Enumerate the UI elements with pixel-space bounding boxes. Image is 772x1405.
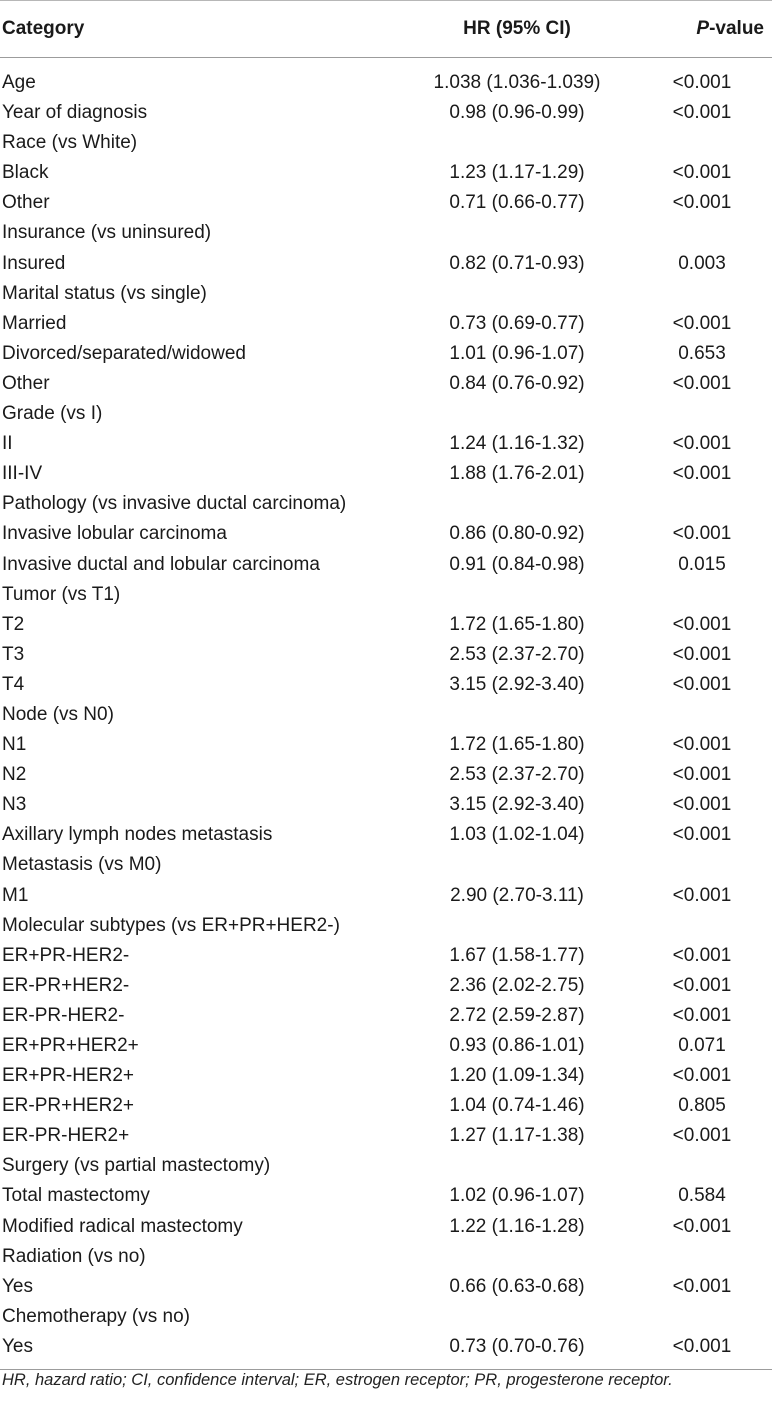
row-p-value: <0.001 [672,192,732,214]
table-row [0,1181,772,1211]
row-hr: 0.82 (0.71-0.93) [449,252,585,274]
table-row [0,580,772,610]
row-category: Marital status (vs single) [2,282,207,304]
row-p-value: <0.001 [672,944,732,966]
row-p-value: <0.001 [672,523,732,545]
row-category: Insurance (vs uninsured) [2,222,212,244]
row-category: Insured [2,252,66,274]
row-category: Node (vs N0) [2,703,114,725]
row-hr: 1.22 (1.16-1.28) [449,1215,585,1237]
header-category: Category [2,18,85,39]
row-p-value: 0.071 [678,1035,726,1056]
row-p-value: <0.001 [672,824,732,846]
row-category: III-IV [2,463,43,485]
row-hr: 3.15 (2.92-3.40) [449,794,585,816]
row-p-value: <0.001 [672,1275,732,1297]
row-category: Married [2,312,67,334]
row-category: Other [2,372,50,394]
table-row [0,610,772,640]
row-hr: 0.98 (0.96-0.99) [449,102,585,124]
row-p-value: <0.001 [672,673,732,695]
table-row [0,760,772,790]
row-category: ER-PR-HER2- [2,1004,125,1026]
row-p-value: <0.001 [672,72,732,93]
row-category: ER+PR-HER2- [2,944,130,966]
row-p-value: <0.001 [672,102,732,124]
table-row [0,339,772,369]
row-hr: 0.84 (0.76-0.92) [449,372,585,394]
row-category: Pathology (vs invasive ductal carcinoma) [2,493,347,515]
row-p-value: <0.001 [672,613,732,635]
row-category: ER-PR+HER2+ [2,1095,134,1117]
row-p-value: <0.001 [672,1125,732,1147]
row-p-value: 0.653 [678,342,726,364]
table-row [0,489,772,519]
table-row [0,188,772,218]
row-hr: 1.67 (1.58-1.77) [449,944,585,966]
header-p-italic: P [696,18,710,39]
row-hr: 3.15 (2.92-3.40) [449,673,585,695]
table-row [0,1272,772,1302]
table-row [0,881,772,911]
table-row [0,249,772,279]
table-row [0,730,772,760]
row-hr: 1.03 (1.02-1.04) [449,824,585,846]
header-rule [0,57,772,58]
row-category: ER+PR-HER2+ [2,1065,134,1087]
row-category: Age [2,72,36,93]
table-header [0,14,772,44]
row-category: N1 [2,734,27,756]
row-hr: 1.02 (0.96-1.07) [449,1185,585,1207]
row-p-value: 0.805 [678,1095,726,1117]
row-hr: 1.01 (0.96-1.07) [449,342,585,364]
row-category: II [2,433,13,455]
table-row [0,1001,772,1031]
row-category: Yes [2,1275,33,1297]
row-hr: 1.72 (1.65-1.80) [449,613,585,635]
row-category: ER+PR+HER2+ [2,1035,139,1056]
row-category: Black [2,162,49,184]
table-row [0,128,772,158]
row-hr: 0.66 (0.63-0.68) [449,1275,585,1297]
row-category: Yes [2,1335,33,1357]
table-row [0,98,772,128]
row-category: Divorced/separated/widowed [2,342,246,364]
row-hr: 1.88 (1.76-2.01) [449,463,585,485]
row-category: Total mastectomy [2,1185,150,1207]
row-p-value: <0.001 [672,734,732,756]
row-p-value: <0.001 [672,463,732,485]
row-hr: 1.23 (1.17-1.29) [449,162,585,184]
row-p-value: <0.001 [672,794,732,816]
row-category: Chemotherapy (vs no) [2,1305,190,1327]
header-hr: HR (95% CI) [463,18,571,39]
table-row [0,459,772,489]
row-hr: 1.20 (1.09-1.34) [449,1065,585,1087]
row-p-value: <0.001 [672,974,732,996]
row-category: Invasive ductal and lobular carcinoma [2,553,320,575]
row-category: Surgery (vs partial mastectomy) [2,1155,271,1177]
table-row [0,820,772,850]
row-p-value: <0.001 [672,764,732,786]
row-category: Molecular subtypes (vs ER+PR+HER2-) [2,914,340,936]
row-category: Invasive lobular carcinoma [2,523,227,545]
row-p-value: 0.584 [678,1185,726,1207]
row-category: Race (vs White) [2,132,138,154]
table-row [0,850,772,880]
row-p-value: <0.001 [672,1004,732,1026]
table-row [0,911,772,941]
table-row [0,790,772,820]
row-hr: 0.73 (0.69-0.77) [449,312,585,334]
row-hr: 2.53 (2.37-2.70) [449,764,585,786]
row-category: Other [2,192,50,214]
table-row [0,68,772,98]
row-p-value: <0.001 [672,1215,732,1237]
row-p-value: <0.001 [672,643,732,665]
row-category: Year of diagnosis [2,102,148,124]
row-hr: 1.24 (1.16-1.32) [449,433,585,455]
row-hr: 0.91 (0.84-0.98) [449,553,585,575]
table-row [0,1242,772,1272]
table-row [0,1061,772,1091]
header-p-rest: -value [709,18,764,39]
table-row [0,941,772,971]
table-row [0,369,772,399]
row-hr: 0.93 (0.86-1.01) [449,1035,585,1056]
table-top-rule [0,0,772,1]
table-row [0,279,772,309]
table-row [0,1091,772,1121]
row-p-value: <0.001 [672,1065,732,1087]
row-category: M1 [2,884,29,906]
row-p-value: <0.001 [672,884,732,906]
table-body [0,68,772,1362]
table-row [0,1302,772,1332]
row-p-value: 0.003 [678,252,726,274]
table-row [0,700,772,730]
row-category: N3 [2,794,27,816]
row-category: Modified radical mastectomy [2,1215,243,1237]
row-p-value: <0.001 [672,372,732,394]
row-category: Tumor (vs T1) [2,583,121,605]
row-hr: 2.53 (2.37-2.70) [449,643,585,665]
row-hr: 2.72 (2.59-2.87) [449,1004,585,1026]
table-footnote: HR, hazard ratio; CI, confidence interval; ER, estrogen receptor; PR, progesterone receptor. [2,1371,673,1389]
table-row [0,640,772,670]
table-row [0,519,772,549]
table-row [0,399,772,429]
row-hr: 2.90 (2.70-3.11) [450,884,584,906]
table-row [0,971,772,1001]
row-category: T4 [2,673,25,695]
row-p-value: <0.001 [672,433,732,455]
row-category: ER-PR-HER2+ [2,1125,130,1147]
row-category: ER-PR+HER2- [2,974,130,996]
row-hr: 0.71 (0.66-0.77) [449,192,585,214]
row-p-value: 0.015 [678,553,726,575]
row-category: T3 [2,643,25,665]
row-category: Metastasis (vs M0) [2,854,162,876]
row-p-value: <0.001 [672,1335,732,1357]
row-category: T2 [2,613,25,635]
table-row [0,1031,772,1061]
row-p-value: <0.001 [672,162,732,184]
row-category: Grade (vs I) [2,403,103,425]
table-row [0,1151,772,1181]
table-bottom-rule [0,1369,772,1370]
table-row [0,429,772,459]
row-p-value: <0.001 [672,312,732,334]
row-category: Radiation (vs no) [2,1245,146,1267]
row-hr: 0.86 (0.80-0.92) [449,523,585,545]
row-hr: 1.27 (1.17-1.38) [449,1125,585,1147]
row-hr: 1.04 (0.74-1.46) [449,1095,585,1117]
row-hr: 2.36 (2.02-2.75) [449,974,585,996]
row-hr: 0.73 (0.70-0.76) [449,1335,585,1357]
row-hr: 1.038 (1.036-1.039) [433,72,601,93]
table-row [0,218,772,248]
table-row [0,550,772,580]
row-category: Axillary lymph nodes metastasis [2,824,273,846]
header-p-value [696,14,764,44]
table-row [0,1332,772,1362]
row-category: N2 [2,764,27,786]
table-row [0,158,772,188]
table-row [0,309,772,339]
table-row [0,670,772,700]
table-row [0,1212,772,1242]
row-hr: 1.72 (1.65-1.80) [449,734,585,756]
table-row [0,1121,772,1151]
